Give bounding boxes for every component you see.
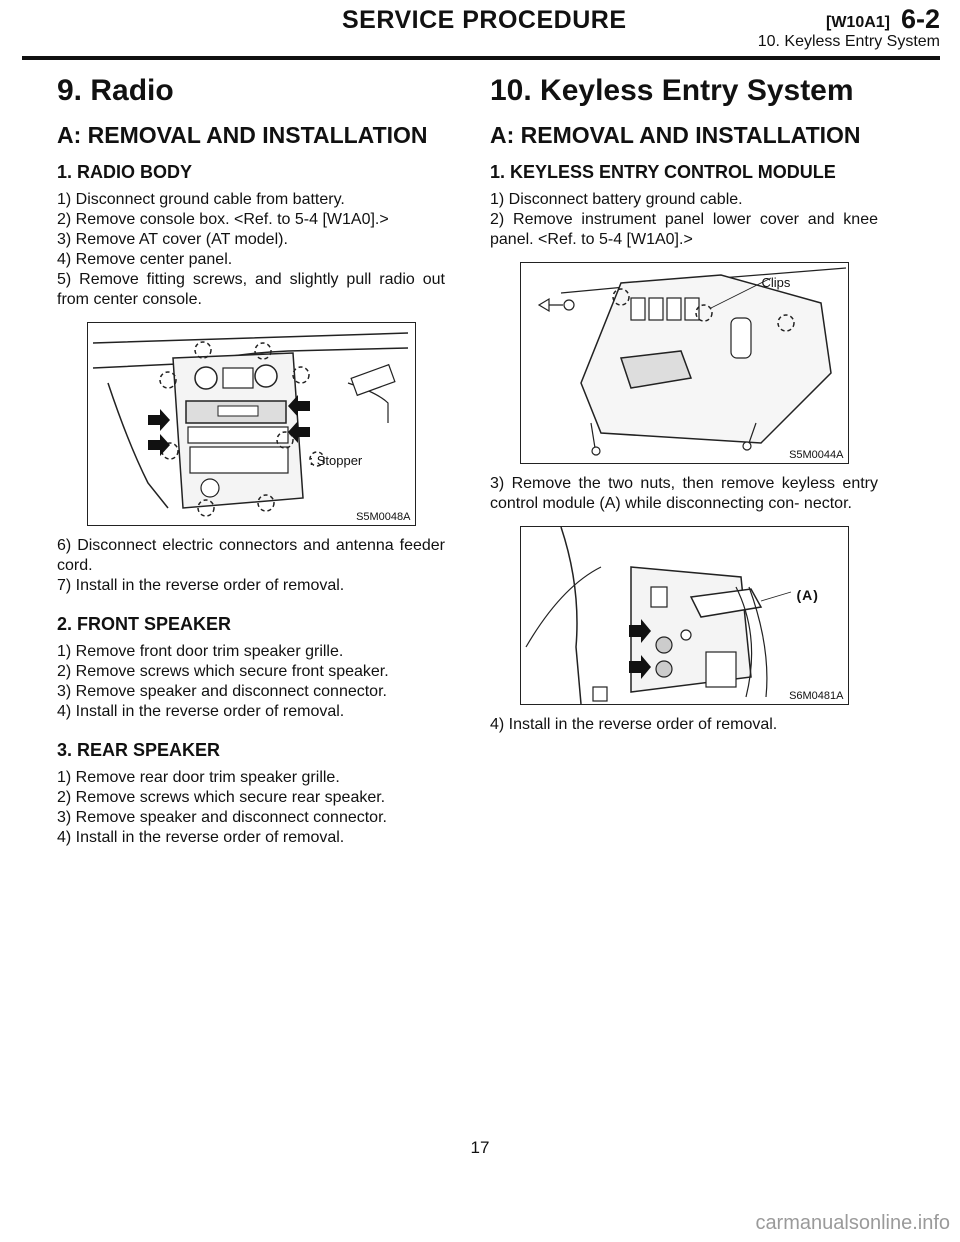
knee-panel-figure	[520, 262, 849, 464]
control-module-figure	[520, 526, 849, 705]
front-speaker-heading: 2. FRONT SPEAKER	[57, 614, 232, 634]
keyless-title: 10. Keyless Entry System	[490, 74, 854, 107]
right-column	[490, 72, 878, 735]
front-speaker-step-1: 1) Remove front door trim speaker grille.	[57, 643, 344, 660]
front-speaker-step-2: 2) Remove screws which secure front speaker.	[57, 663, 389, 680]
module-step-4: 4) Install in the reverse order of removal.	[490, 716, 778, 733]
radio-step-7: 7) Install in the reverse order of removal.	[57, 577, 345, 594]
rear-speaker-step-3: 3) Remove speaker and disconnect connector.	[57, 809, 387, 826]
radio-subtitle: A: REMOVAL AND INSTALLATION	[57, 122, 428, 148]
radio-step-6: 6) Disconnect electric connectors and antenna feeder cord.	[57, 537, 445, 574]
front-speaker-step-4: 4) Install in the reverse order of removal.	[57, 703, 345, 720]
rear-speaker-step-1: 1) Remove rear door trim speaker grille.	[57, 769, 340, 786]
control-module-illustration	[521, 527, 848, 704]
stopper-legend: : Stopper	[309, 453, 363, 468]
radio-figure-label: S5M0048A	[356, 511, 411, 523]
radio-illustration	[88, 323, 415, 525]
page-header	[22, 0, 940, 60]
watermark: carmanualsonline.info	[755, 1212, 950, 1234]
radio-title: 9. Radio	[57, 74, 174, 107]
header-code: [W10A1]	[825, 14, 890, 31]
radio-step-3: 3) Remove AT cover (AT model).	[57, 231, 288, 248]
page-number: 17	[470, 1138, 490, 1157]
radio-step-2: 2) Remove console box. <Ref. to 5-4 [W1A0].>	[57, 211, 389, 228]
header-section-title: SERVICE PROCEDURE	[342, 6, 627, 34]
radio-step-5: 5) Remove fitting screws, and slightly pull radio out from center console.	[57, 271, 445, 308]
module-step-1: 1) Disconnect battery ground cable.	[490, 191, 743, 208]
rear-speaker-step-4: 4) Install in the reverse order of removal.	[57, 829, 345, 846]
clips-callout: Clips	[761, 275, 791, 290]
module-step-2: 2) Remove instrument panel lower cover and knee panel. <Ref. to 5-4 [W1A0].>	[490, 211, 878, 248]
control-module-figure-label: S6M0481A	[789, 690, 844, 702]
module-a-callout: (A)	[796, 587, 819, 603]
header-chapter: 6-2	[900, 4, 940, 34]
module-step-3: 3) Remove the two nuts, then remove keyless entry control module (A) while disconnecting con- nector.	[490, 475, 878, 512]
front-speaker-step-3: 3) Remove speaker and disconnect connector.	[57, 683, 387, 700]
radio-figure	[87, 322, 416, 526]
header-subtitle: 10. Keyless Entry System	[757, 33, 940, 50]
left-column	[57, 72, 445, 848]
rear-speaker-heading: 3. REAR SPEAKER	[57, 740, 221, 760]
knee-panel-illustration	[521, 263, 848, 463]
radio-step-1: 1) Disconnect ground cable from battery.	[57, 191, 345, 208]
module-heading: 1. KEYLESS ENTRY CONTROL MODULE	[490, 162, 836, 182]
knee-panel-figure-label: S5M0044A	[789, 449, 844, 461]
keyless-subtitle: A: REMOVAL AND INSTALLATION	[490, 122, 861, 148]
radio-body-heading: 1. RADIO BODY	[57, 162, 193, 182]
radio-step-4: 4) Remove center panel.	[57, 251, 233, 268]
rear-speaker-step-2: 2) Remove screws which secure rear speaker.	[57, 789, 386, 806]
